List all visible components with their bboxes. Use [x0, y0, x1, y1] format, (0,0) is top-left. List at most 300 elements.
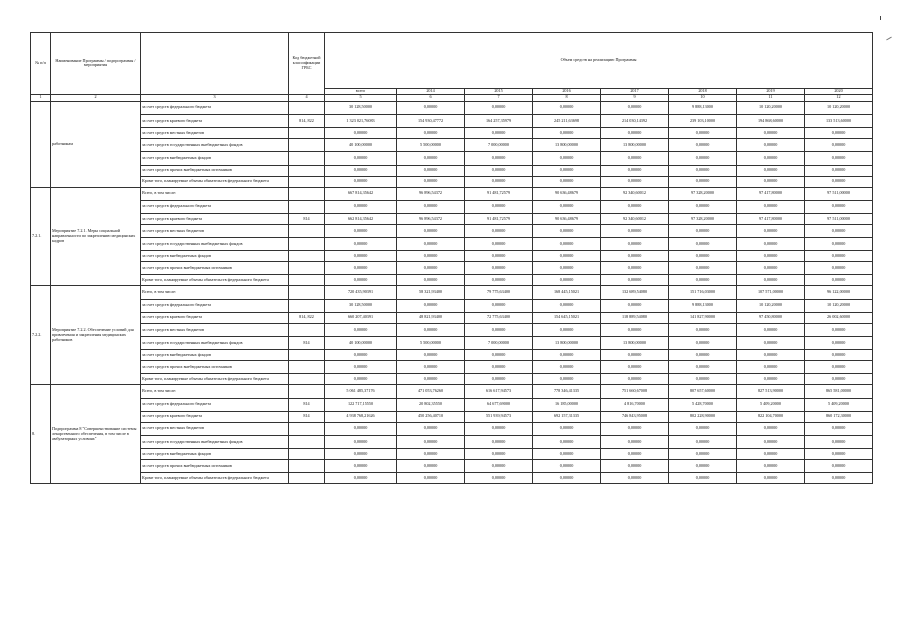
table-row [31, 101, 873, 114]
amount-cell: 0,00000 [669, 275, 737, 286]
amount-cell: 778 346,41335 [533, 385, 601, 398]
item-number: 7.2.1. [31, 187, 51, 286]
funding-source: за счет средств федерального бюджета [141, 299, 289, 312]
budget-code [289, 449, 325, 460]
amount-cell: 0,00000 [325, 460, 397, 473]
amount-cell: 214 030,14392 [601, 114, 669, 127]
amount-cell: 90 636,48679 [533, 187, 601, 200]
amount-cell: 0,00000 [465, 251, 533, 262]
amount-cell: 0,00000 [465, 323, 533, 336]
funding-source: за счет средств прочих внебюджетных источников [141, 460, 289, 473]
amount-cell: 0,00000 [805, 323, 873, 336]
budget-code: 814, 822 [289, 114, 325, 127]
amount-cell: 0,00000 [601, 299, 669, 312]
table-row [31, 139, 873, 152]
table-body [31, 101, 873, 484]
budget-code [289, 101, 325, 114]
amount-cell: 0,00000 [465, 422, 533, 435]
amount-cell: 20 802,35550 [397, 398, 465, 411]
column-number: 7 [465, 94, 533, 101]
amount-cell: 0,00000 [737, 176, 805, 187]
amount-cell: 13 800,00000 [601, 139, 669, 152]
budget-code [289, 262, 325, 275]
table-row [31, 262, 873, 275]
amount-cell: 0,00000 [601, 275, 669, 286]
amount-cell: 0,00000 [737, 460, 805, 473]
amount-cell: 0,00000 [601, 323, 669, 336]
amount-cell: 0,00000 [325, 275, 397, 286]
amount-cell: 0,00000 [805, 224, 873, 237]
amount-cell: 0,00000 [601, 101, 669, 114]
table-row [31, 398, 873, 411]
amount-cell: 0,00000 [533, 422, 601, 435]
amount-cell: 0,00000 [533, 473, 601, 484]
amount-cell: 0,00000 [805, 200, 873, 213]
amount-cell: 30 128,50000 [325, 299, 397, 312]
funding-source: за счет средств краевого бюджета [141, 213, 289, 224]
table-row [31, 337, 873, 350]
amount-cell: 141 827,90000 [669, 312, 737, 323]
year-cell: всего [325, 89, 397, 95]
funding-source: за счет средств прочих внебюджетных источников [141, 361, 289, 374]
amount-cell: 151 716,03000 [669, 286, 737, 299]
amount-cell: 0,00000 [325, 422, 397, 435]
amount-cell: 616 617,94573 [465, 385, 533, 398]
amount-cell: 154 645,15021 [533, 312, 601, 323]
amount-cell: 0,00000 [669, 350, 737, 361]
budget-code [289, 374, 325, 385]
amount-cell: 97 450,80000 [737, 312, 805, 323]
amount-cell: 0,00000 [465, 473, 533, 484]
item-number: 7.2.2. [31, 286, 51, 385]
budget-code [289, 176, 325, 187]
amount-cell: 97 511,00000 [805, 213, 873, 224]
amount-cell: 0,00000 [669, 165, 737, 176]
amount-cell: 660 207,40391 [325, 312, 397, 323]
amount-cell: 0,00000 [533, 275, 601, 286]
table-row [31, 350, 873, 361]
amount-cell: 0,00000 [737, 224, 805, 237]
amount-cell: 0,00000 [397, 323, 465, 336]
amount-cell: 0,00000 [397, 435, 465, 448]
column-number: 4 [289, 94, 325, 101]
amount-cell: 0,00000 [669, 323, 737, 336]
table-row [31, 374, 873, 385]
budget-code [289, 139, 325, 152]
item-number: 8. [31, 385, 51, 484]
amount-cell: 0,00000 [397, 200, 465, 213]
amount-cell: 0,00000 [325, 251, 397, 262]
amount-cell: 0,00000 [397, 473, 465, 484]
amount-cell: 0,00000 [601, 422, 669, 435]
amount-cell: 122 717,15550 [325, 398, 397, 411]
amount-cell: 132 689,54080 [601, 286, 669, 299]
amount-cell: 0,00000 [805, 238, 873, 251]
amount-cell: 9 888,13000 [669, 299, 737, 312]
amount-cell: 5 428,70000 [669, 398, 737, 411]
budget-code [289, 152, 325, 165]
amount-cell: 0,00000 [325, 200, 397, 213]
budget-code [289, 460, 325, 473]
amount-cell: 7 000,00000 [465, 337, 533, 350]
amount-cell: 0,00000 [737, 323, 805, 336]
budget-code [289, 323, 325, 336]
funding-source: за счет средств местных бюджетов [141, 224, 289, 237]
table-row [31, 152, 873, 165]
amount-cell: 0,00000 [669, 152, 737, 165]
amount-cell: 0,00000 [737, 275, 805, 286]
amount-cell: 0,00000 [601, 262, 669, 275]
table-row [31, 422, 873, 435]
amount-cell: 26 002,60000 [805, 312, 873, 323]
amount-cell: 0,00000 [533, 460, 601, 473]
amount-cell: 0,00000 [465, 350, 533, 361]
amount-cell: 0,00000 [669, 224, 737, 237]
budget-code: 814 [289, 337, 325, 350]
amount-cell: 5 500,00000 [397, 139, 465, 152]
amount-cell: 0,00000 [669, 200, 737, 213]
table-row [31, 473, 873, 484]
column-number: 11 [737, 94, 805, 101]
amount-cell: 64 677,69000 [465, 398, 533, 411]
budget-code [289, 350, 325, 361]
amount-cell: 827 513,90000 [737, 385, 805, 398]
amount-cell: 0,00000 [805, 152, 873, 165]
amount-cell: 0,00000 [533, 101, 601, 114]
budget-code [289, 165, 325, 176]
amount-cell: 0,00000 [397, 224, 465, 237]
header-name: Наименование Программы / подпрограммы / мероприятия [51, 33, 141, 95]
amount-cell: 0,00000 [325, 224, 397, 237]
amount-cell: 0,00000 [465, 299, 533, 312]
amount-cell: 0,00000 [737, 128, 805, 139]
year-cell: 2018 [669, 89, 737, 95]
amount-cell: 0,00000 [737, 152, 805, 165]
amount-cell: 97 511,00000 [805, 187, 873, 200]
funding-source: Кроме того, планируемые объемы обязательств федерального бюджета [141, 176, 289, 187]
budget-code [289, 187, 325, 200]
amount-cell: 0,00000 [533, 262, 601, 275]
funding-source: Кроме того, планируемые объемы обязательств федерального бюджета [141, 374, 289, 385]
funding-source: за счет средств федерального бюджета [141, 200, 289, 213]
amount-cell: 0,00000 [397, 299, 465, 312]
amount-cell: 40 100,00000 [325, 337, 397, 350]
table-row [31, 275, 873, 286]
amount-cell: 0,00000 [533, 152, 601, 165]
year-cell: 2016 [533, 89, 601, 95]
amount-cell: 13 800,00000 [533, 139, 601, 152]
amount-cell: 0,00000 [737, 449, 805, 460]
amount-cell: 16 185,00000 [533, 398, 601, 411]
column-number: 8 [533, 94, 601, 101]
amount-cell: 0,00000 [805, 262, 873, 275]
amount-cell: 0,00000 [465, 176, 533, 187]
amount-cell: 0,00000 [805, 422, 873, 435]
amount-cell: 0,00000 [601, 165, 669, 176]
amount-cell: 0,00000 [325, 176, 397, 187]
amount-cell: 194 868,60000 [737, 114, 805, 127]
scan-mark [886, 37, 892, 41]
funding-source: за счет средств краевого бюджета [141, 312, 289, 323]
amount-cell: 0,00000 [737, 361, 805, 374]
amount-cell: 0,00000 [669, 473, 737, 484]
amount-cell: 1 323 021,76083 [325, 114, 397, 127]
funding-source: Всего, в том числе: [141, 187, 289, 200]
funding-source: Всего, в том числе: [141, 385, 289, 398]
amount-cell: 0,00000 [669, 176, 737, 187]
funding-source: за счет средств внебюджетных фондов [141, 251, 289, 262]
amount-cell: 0,00000 [533, 374, 601, 385]
amount-cell: 0,00000 [397, 460, 465, 473]
amount-cell: 168 445,15021 [533, 286, 601, 299]
amount-cell: 90 636,48679 [533, 213, 601, 224]
table-row [31, 312, 873, 323]
amount-cell: 0,00000 [465, 165, 533, 176]
amount-cell: 0,00000 [737, 337, 805, 350]
funding-source: за счет средств внебюджетных фондов [141, 152, 289, 165]
table-row [31, 449, 873, 460]
amount-cell: 0,00000 [325, 238, 397, 251]
amount-cell: 807 657,60000 [669, 385, 737, 398]
column-number: 6 [397, 94, 465, 101]
amount-cell: 40 100,00000 [325, 139, 397, 152]
amount-cell: 0,00000 [805, 128, 873, 139]
budget-code [289, 238, 325, 251]
amount-cell: 0,00000 [325, 350, 397, 361]
budget-code [289, 435, 325, 448]
amount-cell: 0,00000 [601, 238, 669, 251]
amount-cell: 96 896,54372 [397, 213, 465, 224]
amount-cell: 0,00000 [805, 460, 873, 473]
amount-cell: 0,00000 [397, 361, 465, 374]
header-source [141, 33, 289, 95]
amount-cell: 0,00000 [397, 275, 465, 286]
amount-cell: 0,00000 [325, 165, 397, 176]
funding-source: Кроме того, планируемые объемы обязательств федерального бюджета [141, 473, 289, 484]
amount-cell: 13 800,00000 [533, 337, 601, 350]
amount-cell: 0,00000 [533, 299, 601, 312]
funding-source: за счет средств краевого бюджета [141, 114, 289, 127]
amount-cell: 0,00000 [669, 251, 737, 262]
funding-source: за счет средств краевого бюджета [141, 411, 289, 422]
amount-cell: 0,00000 [533, 176, 601, 187]
amount-cell: 0,00000 [397, 152, 465, 165]
amount-cell: 239 103,10000 [669, 114, 737, 127]
amount-cell: 0,00000 [601, 251, 669, 262]
budget-code [289, 473, 325, 484]
amount-cell: 0,00000 [533, 224, 601, 237]
amount-cell: 13 800,00000 [601, 337, 669, 350]
amount-cell: 751 660,67008 [601, 385, 669, 398]
amount-cell: 5 409,20000 [805, 398, 873, 411]
amount-cell: 0,00000 [805, 374, 873, 385]
column-number: 5 [325, 94, 397, 101]
amount-cell: 0,00000 [465, 152, 533, 165]
table-row [31, 165, 873, 176]
amount-cell: 0,00000 [737, 139, 805, 152]
column-number: 1 [31, 94, 51, 101]
amount-cell: 0,00000 [601, 460, 669, 473]
amount-cell: 0,00000 [805, 435, 873, 448]
budget-code: 814 [289, 398, 325, 411]
amount-cell: 91 481,72579 [465, 187, 533, 200]
funding-source: за счет средств федерального бюджета [141, 398, 289, 411]
amount-cell: 48 821,93400 [397, 312, 465, 323]
amount-cell: 0,00000 [737, 262, 805, 275]
amount-cell: 0,00000 [601, 224, 669, 237]
table-row [31, 238, 873, 251]
funding-source: за счет средств прочих внебюджетных источников [141, 262, 289, 275]
amount-cell: 58 321,93400 [397, 286, 465, 299]
funding-source: за счет средств государственных внебюджетных фондов [141, 238, 289, 251]
budget-code [289, 128, 325, 139]
amount-cell: 0,00000 [805, 361, 873, 374]
amount-cell: 662 814,35642 [325, 213, 397, 224]
amount-cell: 0,00000 [737, 238, 805, 251]
amount-cell: 0,00000 [465, 460, 533, 473]
budget-code [289, 422, 325, 435]
amount-cell: 0,00000 [737, 350, 805, 361]
amount-cell: 0,00000 [533, 200, 601, 213]
amount-cell: 72 775,63400 [465, 312, 533, 323]
budget-code [289, 275, 325, 286]
amount-cell: 0,00000 [397, 128, 465, 139]
amount-cell: 0,00000 [601, 152, 669, 165]
table-row [31, 286, 873, 299]
item-name: Мероприятие 7.2.2. Обеспечение условий для привлечения и закрепления медицинских работников [51, 286, 141, 385]
amount-cell: 667 814,35642 [325, 187, 397, 200]
amount-cell: 0,00000 [397, 422, 465, 435]
amount-cell: 0,00000 [397, 374, 465, 385]
budget-code [289, 299, 325, 312]
table-row [31, 114, 873, 127]
amount-cell: 245 211,63698 [533, 114, 601, 127]
amount-cell: 0,00000 [397, 262, 465, 275]
amount-cell: 0,00000 [465, 200, 533, 213]
amount-cell: 0,00000 [737, 165, 805, 176]
year-cell: 2017 [601, 89, 669, 95]
amount-cell: 10 120,20000 [737, 101, 805, 114]
budget-code: 814 [289, 213, 325, 224]
amount-cell: 0,00000 [601, 128, 669, 139]
funding-source: за счет средств внебюджетных фондов [141, 449, 289, 460]
amount-cell: 4 816,70000 [601, 398, 669, 411]
amount-cell: 0,00000 [465, 128, 533, 139]
amount-cell: 0,00000 [533, 323, 601, 336]
scan-mark [880, 16, 881, 20]
amount-cell: 0,00000 [601, 176, 669, 187]
amount-cell: 0,00000 [805, 350, 873, 361]
amount-cell: 30 128,50000 [325, 101, 397, 114]
amount-cell: 0,00000 [601, 200, 669, 213]
amount-cell: 0,00000 [465, 435, 533, 448]
amount-cell: 0,00000 [669, 262, 737, 275]
amount-cell: 0,00000 [465, 262, 533, 275]
amount-cell: 96 896,54372 [397, 187, 465, 200]
column-number-row [31, 94, 873, 101]
year-cell: 2015 [465, 89, 533, 95]
funding-source: за счет средств местных бюджетов [141, 128, 289, 139]
amount-cell: 0,00000 [805, 251, 873, 262]
amount-cell: 0,00000 [325, 323, 397, 336]
amount-cell: 0,00000 [465, 449, 533, 460]
amount-cell: 802 228,90000 [669, 411, 737, 422]
amount-cell: 97 417,80000 [737, 213, 805, 224]
amount-cell: 0,00000 [737, 374, 805, 385]
amount-cell: 0,00000 [669, 361, 737, 374]
amount-cell: 5 409,20000 [737, 398, 805, 411]
budget-code [289, 286, 325, 299]
amount-cell: 0,00000 [669, 374, 737, 385]
amount-cell: 92 340,60012 [601, 213, 669, 224]
amount-cell: 0,00000 [397, 176, 465, 187]
amount-cell: 0,00000 [737, 422, 805, 435]
amount-cell: 0,00000 [669, 238, 737, 251]
amount-cell: 450 256,40710 [397, 411, 465, 422]
amount-cell: 0,00000 [325, 374, 397, 385]
amount-cell: 0,00000 [397, 449, 465, 460]
amount-cell: 865 581,00000 [805, 385, 873, 398]
amount-cell: 0,00000 [737, 200, 805, 213]
amount-cell: 0,00000 [465, 224, 533, 237]
amount-cell: 0,00000 [669, 449, 737, 460]
amount-cell: 0,00000 [325, 473, 397, 484]
item-number [31, 101, 51, 187]
budget-code [289, 200, 325, 213]
amount-cell: 0,00000 [325, 128, 397, 139]
amount-cell: 0,00000 [325, 361, 397, 374]
item-name: Подпрограмма 8 "Совершенствование системы лекарственного обеспечения, в том числе в амбулаторных условиях" [51, 385, 141, 484]
funding-source: за счет средств государственных внебюджетных фондов [141, 139, 289, 152]
table-row [31, 187, 873, 200]
column-number: 10 [669, 94, 737, 101]
amount-cell: 0,00000 [533, 361, 601, 374]
table-row [31, 411, 873, 422]
amount-cell: 0,00000 [465, 238, 533, 251]
amount-cell: 79 775,63400 [465, 286, 533, 299]
amount-cell: 0,00000 [669, 422, 737, 435]
funding-source: за счет средств федерального бюджета [141, 101, 289, 114]
table-row [31, 224, 873, 237]
amount-cell: 0,00000 [533, 128, 601, 139]
funding-source: за счет средств прочих внебюджетных источников [141, 165, 289, 176]
budget-code [289, 361, 325, 374]
amount-cell: 0,00000 [601, 435, 669, 448]
amount-cell: 551 939,94573 [465, 411, 533, 422]
table-row [31, 361, 873, 374]
amount-cell: 133 513,60000 [805, 114, 873, 127]
amount-cell: 0,00000 [465, 275, 533, 286]
amount-cell: 0,00000 [533, 435, 601, 448]
table-row [31, 299, 873, 312]
amount-cell: 0,00000 [669, 337, 737, 350]
amount-cell: 0,00000 [325, 262, 397, 275]
amount-cell: 5 061 485,37176 [325, 385, 397, 398]
table-row [31, 128, 873, 139]
amount-cell: 720 435,90391 [325, 286, 397, 299]
amount-cell: 0,00000 [601, 374, 669, 385]
amount-cell: 0,00000 [397, 238, 465, 251]
amount-cell: 0,00000 [397, 251, 465, 262]
budget-code: 814, 822 [289, 312, 325, 323]
amount-cell: 860 172,30000 [805, 411, 873, 422]
amount-cell: 0,00000 [737, 473, 805, 484]
funding-source: Всего, в том числе: [141, 286, 289, 299]
amount-cell: 5 500,00000 [397, 337, 465, 350]
budget-code [289, 251, 325, 262]
header-code: Код бюджетной классификации ГРБС [289, 33, 325, 95]
amount-cell: 97 417,80000 [737, 187, 805, 200]
